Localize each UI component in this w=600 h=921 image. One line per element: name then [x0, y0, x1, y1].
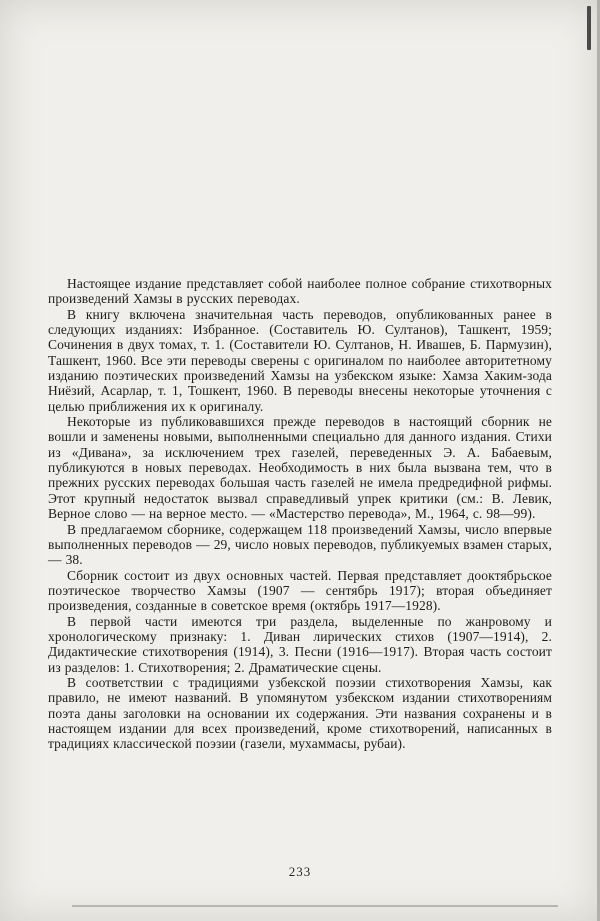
paragraph-structure: Сборник состоит из двух основных частей. Первая представляет дооктябрьское поэтическое творчество Хамзы (1907 — сентябрь 1917); вторая объединяет произведения, созданные в советское время (октябрь 1917—1928).	[48, 567, 552, 614]
paragraph-titles: В соответствии с традициями узбекской поэзии стихотворения Хамзы, как правило, не имеют названий. В упомянутом узбекском издании стихотворениям поэта даны заголовки на основании их содержания. Эти названия сохранены и в настоящем издании для всех произведений, кроме стихотворений, написанных в традициях классической поэзии (газели, мухаммасы, рубаи).	[48, 674, 552, 752]
paragraph-counts: В предлагаемом сборнике, содержащем 118 произведений Хамзы, число впервые выполненных переводов — 29, число новых переводов, публикуемых взамен старых, — 38.	[48, 521, 552, 568]
body-text	[48, 276, 552, 752]
page-number: 233	[288, 864, 312, 879]
paragraph-intro: Настоящее издание представляет собой наиболее полное собрание стихотворных произведений Хамзы в русских переводах.	[48, 276, 552, 307]
paragraph-sources: В книгу включена значительная часть переводов, опубликованных ранее в следующих изданиях: Избранное. (Составитель Ю. Султанов), Ташкент, 1959; Сочинения в двух томах, т. 1. (Составители Ю. Султанов, Н. Ивашев, Б. Пармузин), Ташкент, 1960. Все эти переводы сверены с оригиналом по наиболее авторитетному изданию поэтических произведений Хамзы на узбекском языке: Хамза Хаким-зода Ниёзий, Асарлар, т. 1, Тошкент, 1960. В переводы внесены некоторые уточнения с целью приближения их к оригиналу.	[48, 306, 552, 414]
scan-corner-artifact	[587, 6, 591, 50]
scan-bottom-artifact	[72, 905, 558, 907]
paragraph-sections: В первой части имеются три раздела, выделенные по жанровому и хронологическому признаку: 1. Диван лирических стихов (1907—1914), 2. Дидактические стихотворения (1914), 3. Песни (1916—1917). Вторая часть состоит из разделов: 1. Стихотворения; 2. Драматические сцены.	[48, 613, 552, 675]
paragraph-new-translations: Некоторые из публиковавшихся прежде переводов в настоящий сборник не вошли и заменены новыми, выполненными специально для данного издания. Стихи из «Дивана», за исключением трех газелей, переведенных Э. А. Бабаевым, публикуются в новых переводах. Необходимость в них была вызвана тем, что в прежних русских переводах большая часть газелей не имела предредифной рифмы. Этот крупный недостаток вызвал справедливый упрек критики (см.: В. Левик, Верное слово — на верное место. — «Мастерство перевода», М., 1964, с. 98—99).	[48, 414, 552, 522]
